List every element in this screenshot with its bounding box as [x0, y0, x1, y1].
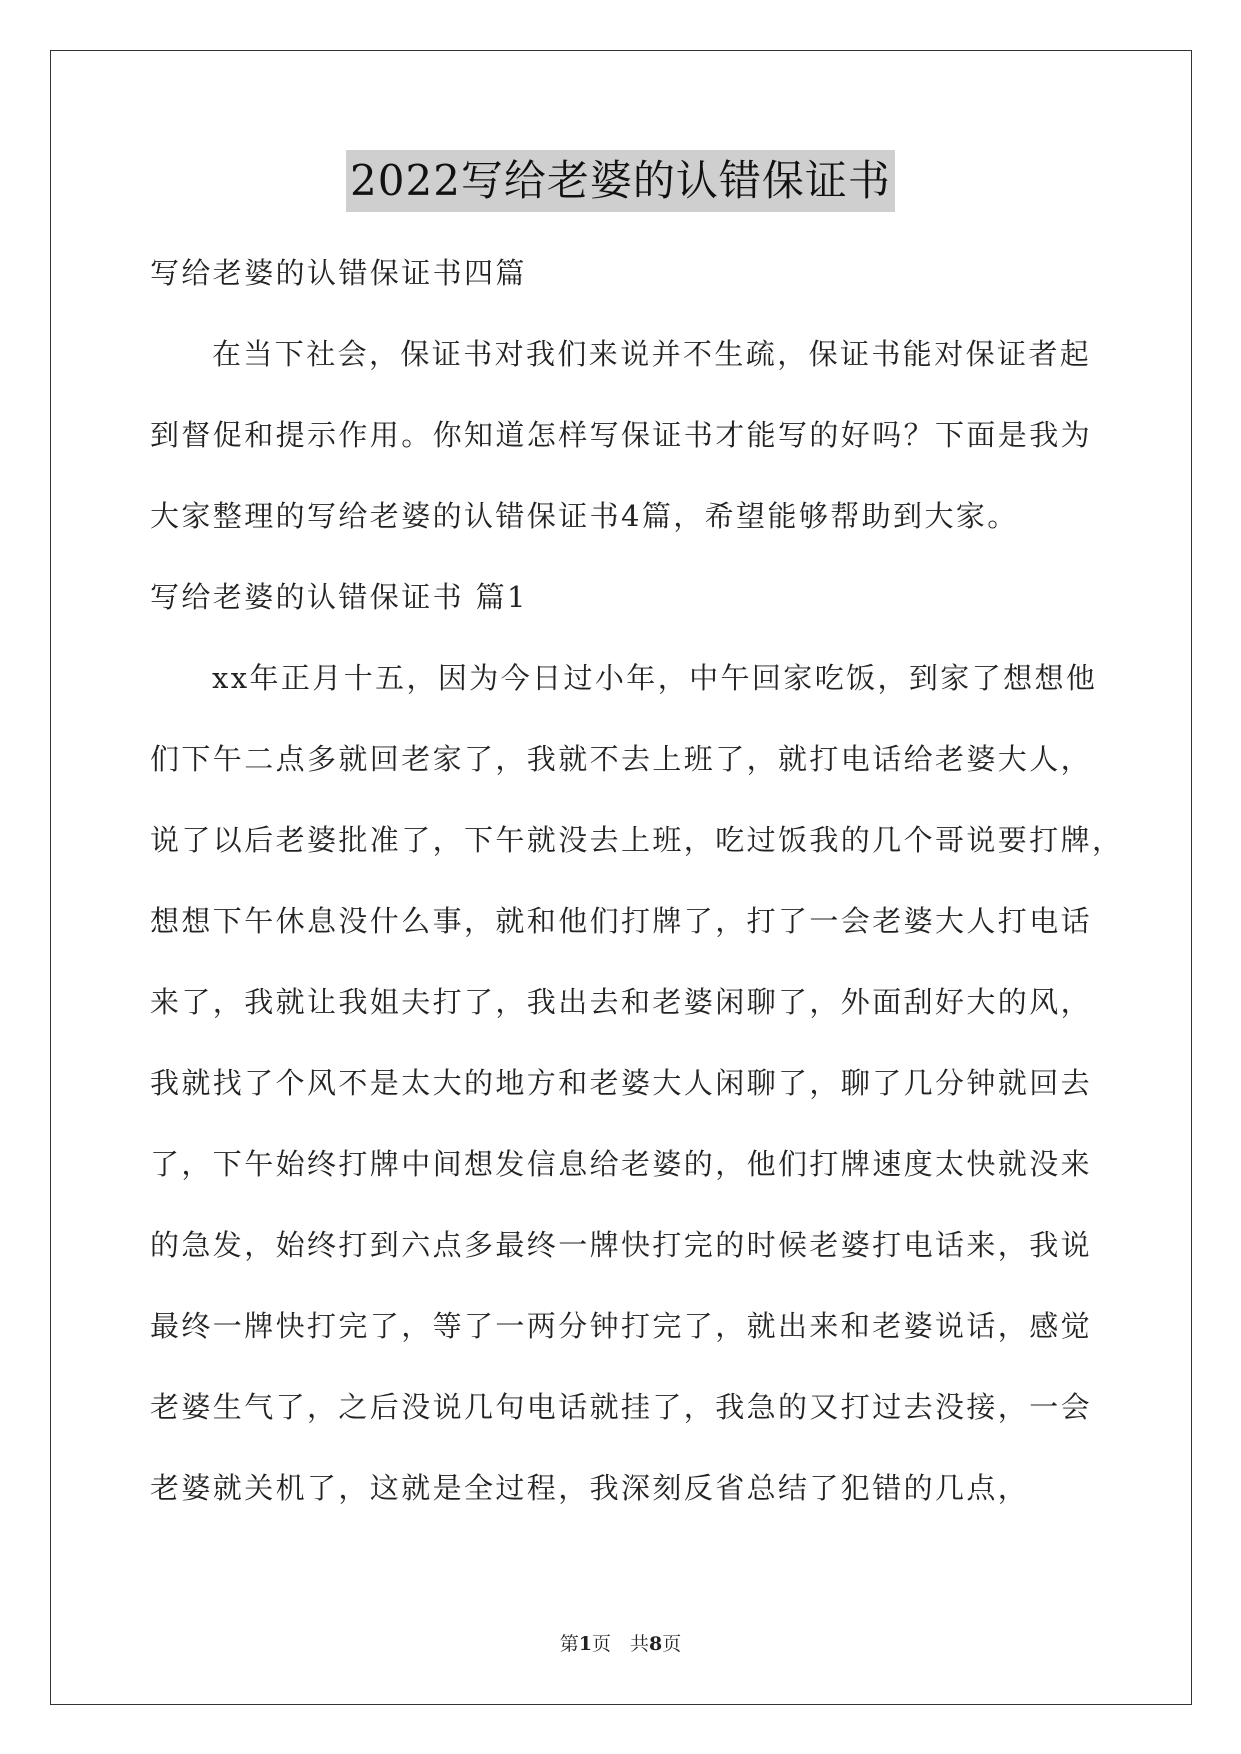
- page-title: 2022写给老婆的认错保证书: [346, 150, 895, 212]
- document-body: [150, 233, 1124, 1529]
- body-line: 们下午二点多就回老家了，我就不去上班了，就打电话给老婆大人，: [150, 742, 1093, 776]
- body-line: xx年正月十五，因为今日过小年，中午回家吃饭，到家了想想他: [212, 661, 1098, 695]
- intro-line: 在当下社会，保证书对我们来说并不生疏，保证书能对保证者起: [212, 337, 1092, 371]
- body-line: 老婆就关机了，这就是全过程，我深刻反省总结了犯错的几点，: [150, 1471, 1030, 1505]
- body-line: 老婆生气了，之后没说几句电话就挂了，我急的又打过去没接，一会: [150, 1390, 1093, 1424]
- footer-suffix: 页: [662, 1633, 682, 1655]
- body-line: 来了，我就让我姐夫打了，我出去和老婆闲聊了，外面刮好大的风，: [150, 985, 1093, 1019]
- body-line: 的急发，始终打到六点多最终一牌快打完的时候老婆打电话来，我说: [150, 1228, 1093, 1262]
- footer-prefix: 第: [559, 1633, 579, 1655]
- subtitle: 写给老婆的认错保证书四篇: [150, 256, 527, 290]
- footer-mid: 页 共: [591, 1633, 649, 1655]
- body-line: 了，下午始终打牌中间想发信息给老婆的，他们打牌速度太快就没来: [150, 1147, 1093, 1181]
- title-wrap: [0, 150, 1241, 212]
- intro-line: 到督促和提示作用。你知道怎样写保证书才能写的好吗？下面是我为: [150, 418, 1093, 452]
- page-footer: [0, 1629, 1241, 1656]
- body-line: 说了以后老婆批准了，下午就没去上班，吃过饭我的几个哥说要打牌，: [150, 823, 1124, 857]
- body-line: 我就找了个风不是太大的地方和老婆大人闲聊了，聊了几分钟就回去: [150, 1066, 1093, 1100]
- body-line: 最终一牌快打完了，等了一两分钟打完了，就出来和老婆说话，感觉: [150, 1309, 1093, 1343]
- body-line: 想想下午休息没什么事，就和他们打牌了，打了一会老婆大人打电话: [150, 904, 1093, 938]
- footer-total-pages: 8: [649, 1633, 663, 1655]
- intro-line: 大家整理的写给老婆的认错保证书4篇，希望能够帮助到大家。: [150, 499, 1019, 533]
- footer-page-number: 1: [578, 1633, 592, 1655]
- section-heading: 写给老婆的认错保证书 篇1: [150, 580, 528, 614]
